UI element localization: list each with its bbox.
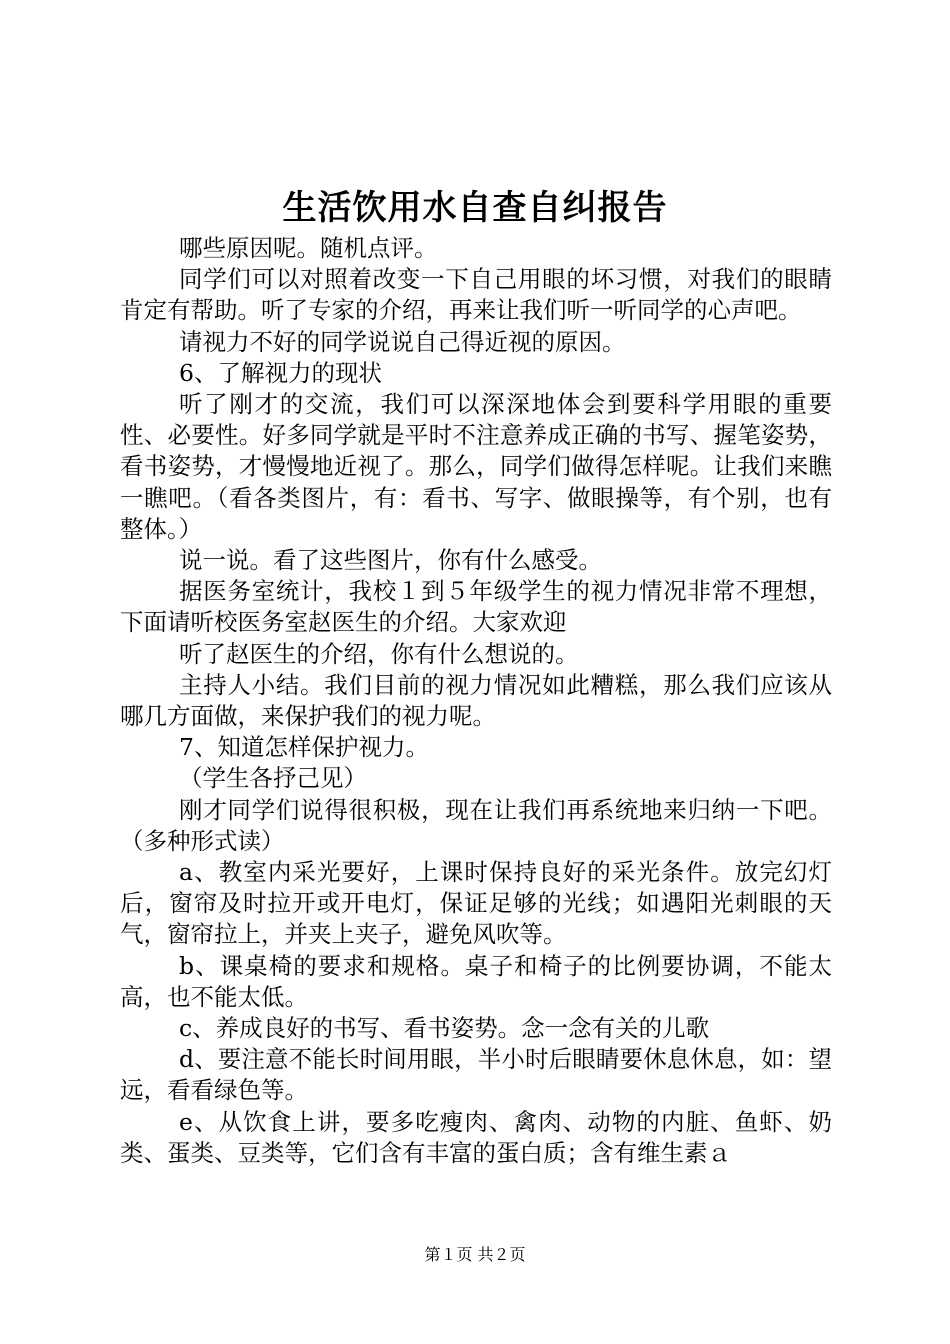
paragraph: 刚才同学们说得很积极，现在让我们再系统地来归纳一下吧。（多种形式读） [120, 795, 832, 855]
document-body [120, 233, 832, 1169]
list-item: c、养成良好的书写、看书姿势。念一念有关的儿歌 [179, 1014, 710, 1043]
paragraph: 听了刚才的交流，我们可以深深地体会到要科学用眼的重要性、必要性。好多同学就是平时不注意养成正确的书写、握笔姿势，看书姿势，才慢慢地近视了。那么，同学们做得怎样呢。让我们来瞧一瞧吧。（看各类图片，有：看书、写字、做眼操等，有个别，也有整体。） [120, 390, 832, 543]
paragraph: 请视力不好的同学说说自己得近视的原因。 [179, 327, 626, 356]
paragraph: 说一说。看了这些图片，你有什么感受。 [179, 546, 602, 575]
document-title: 生活饮用水自查自纠报告 [282, 188, 668, 228]
list-item: b、课桌椅的要求和规格。桌子和椅子的比例要协调，不能太高，也不能太低。 [120, 951, 832, 1011]
section-heading: 6、了解视力的现状 [179, 358, 382, 387]
paragraph: 听了赵医生的介绍，你有什么想说的。 [179, 639, 579, 668]
paragraph: （学生各抒己见） [179, 764, 367, 793]
paragraph: 哪些原因呢。随机点评。 [179, 234, 438, 262]
page-footer: 第１页 共２页 [424, 1245, 526, 1264]
list-item: e、从饮食上讲，要多吃瘦肉、禽肉、动物的内脏、鱼虾、奶类、蛋类、豆类等，它们含有丰富的蛋白质；含有维生素ａ [120, 1107, 832, 1167]
paragraph: 据医务室统计，我校１到５年级学生的视力情况非常不理想，下面请听校医务室赵医生的介绍。大家欢迎 [120, 577, 832, 637]
section-heading: 7、知道怎样保护视力。 [179, 733, 429, 762]
list-item: d、要注意不能长时间用眼，半小时后眼睛要休息休息，如：望远，看看绿色等。 [120, 1045, 832, 1105]
paragraph: 同学们可以对照着改变一下自己用眼的坏习惯，对我们的眼睛肯定有帮助。听了专家的介绍，再来让我们听一听同学的心声吧。 [120, 265, 832, 325]
paragraph: 主持人小结。我们目前的视力情况如此糟糕，那么我们应该从哪几方面做，来保护我们的视力呢。 [120, 670, 832, 731]
list-item: a、教室内采光要好，上课时保持良好的采光条件。放完幻灯后，窗帘及时拉开或开电灯，保证足够的光线；如遇阳光刺眼的天气，窗帘拉上，并夹上夹子，避免风吹等。 [120, 858, 832, 949]
